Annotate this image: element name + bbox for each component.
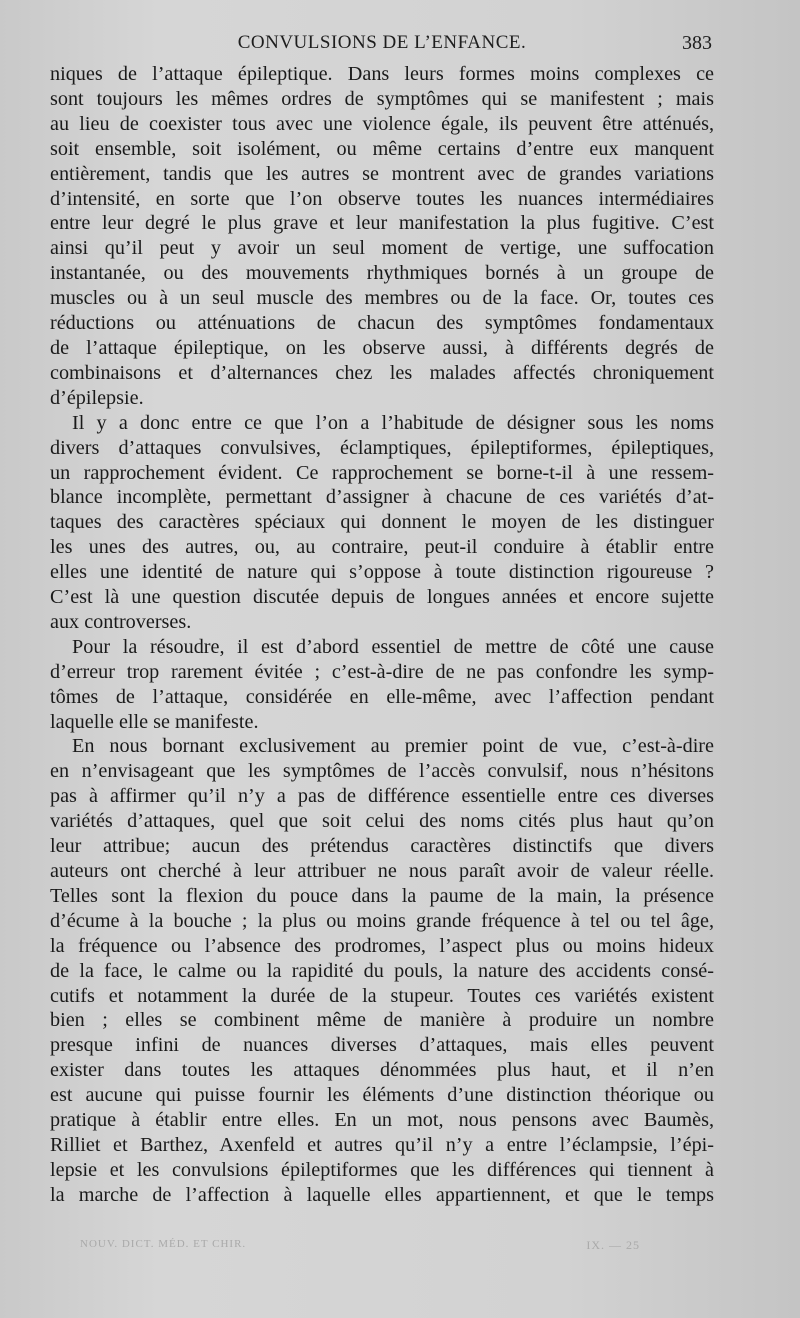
text-line: sont toujours les mêmes ordres de symptômes qui se manifestent ; mais <box>50 87 714 110</box>
text-line: d’erreur trop rarement évitée ; c’est-à-dire de ne pas confondre les symp- <box>50 660 714 683</box>
text-line: taques des caractères spéciaux qui donnent le moyen de les distinguer <box>50 511 714 534</box>
text-line: soit ensemble, soit isolément, ou même certains d’entre eux manquent <box>50 137 714 160</box>
text-line: niques de l’attaque épileptique. Dans leurs formes moins complexes ce <box>50 63 714 85</box>
text-line: aux controverses. <box>50 610 192 633</box>
text-line: Pour la résoudre, il est d’abord essentiel de mettre de côté une cause <box>72 635 714 658</box>
text-line: exister dans toutes les attaques dénommées plus haut, et il n’en <box>50 1059 714 1082</box>
text-line: En nous bornant exclusivement au premier point de vue, c’est-à-dire <box>72 735 714 758</box>
text-line: un rapprochement évident. Ce rapprochement se borne-t-il à une ressem- <box>50 461 714 484</box>
paragraph <box>50 411 714 635</box>
text-line: tômes de l’attaque, considérée en elle-même, avec l’affection pendant <box>50 685 714 708</box>
text-line: blance incomplète, permettant d’assigner à chacune de ces variétés d’at- <box>50 486 714 509</box>
text-line: d’intensité, en sorte que l’on observe toutes les nuances intermédiaires <box>50 187 714 210</box>
page-header <box>52 32 712 58</box>
text-line: bien ; elles se combinent même de manière à produire un nombre <box>50 1009 714 1032</box>
text-line: les unes des autres, ou, au contraire, peut-il conduire à établir entre <box>50 536 714 559</box>
text-line: leur attribue; aucun des prétendus caractères distinctifs que divers <box>50 835 714 858</box>
text-line: entre leur degré le plus grave et leur manifestation la plus fugitive. C’est <box>50 212 714 235</box>
text-line: laquelle elle se manifeste. <box>50 710 259 733</box>
paragraph <box>50 734 714 1207</box>
text-line: de l’attaque épileptique, on les observe aussi, à différents degrés de <box>50 336 714 359</box>
paragraph <box>50 635 714 735</box>
text-line: auteurs ont cherché à leur attribuer ne nous paraît avoir de valeur réelle. <box>50 860 714 882</box>
text-line: entièrement, tandis que les autres se montrent avec de grandes variations <box>50 162 714 185</box>
text-line: combinaisons et d’alternances chez les malades affectés chroniquement <box>50 361 714 384</box>
text-line: ainsi qu’il peut y avoir un seul moment de vertige, une suffocation <box>50 237 714 260</box>
text-line: d’épilepsie. <box>50 386 144 409</box>
text-line: est aucune qui puisse fournir les éléments d’une distinction théorique ou <box>50 1084 714 1107</box>
page-footer <box>80 1238 640 1250</box>
text-line: de la face, le calme ou la rapidité du pouls, la nature des accidents consé- <box>50 959 714 982</box>
text-line: d’écume à la bouche ; la plus ou moins grande fréquence à tel ou tel âge, <box>50 909 714 932</box>
text-line: pas à affirmer qu’il n’y a pas de différence essentielle entre ces diverses <box>50 785 714 808</box>
text-line: elles une identité de nature qui s’oppose à toute distinction rigoureuse ? <box>50 561 714 584</box>
text-line: instantanée, ou des mouvements rhythmiques bornés à un groupe de <box>50 262 714 285</box>
text-line: divers d’attaques convulsives, éclamptiques, épileptiformes, épileptiques, <box>50 436 714 459</box>
text-line: cutifs et notamment la durée de la stupeur. Toutes ces variétés existent <box>50 984 714 1007</box>
text-line: Rilliet et Barthez, Axenfeld et autres qu’il n’y a entre l’éclampsie, l’épi- <box>50 1133 714 1156</box>
text-line: muscles ou à un seul muscle des membres ou de la face. Or, toutes ces <box>50 287 714 310</box>
text-line: Telles sont la flexion du pouce dans la paume de la main, la présence <box>50 884 714 907</box>
running-title: CONVULSIONS DE L’ENFANCE. <box>237 32 527 53</box>
page-number: 383 <box>682 32 712 54</box>
text-line: réductions ou atténuations de chacun des symptômes fondamentaux <box>50 312 714 335</box>
text-line: Il y a donc entre ce que l’on a l’habitude de désigner sous les noms <box>72 411 714 434</box>
body-text <box>50 62 714 1208</box>
text-line: la marche de l’affection à laquelle elles appartiennent, et que le temps <box>50 1183 714 1206</box>
footer-imprint: NOUV. DICT. MÉD. ET CHIR. <box>80 1238 247 1250</box>
signature-mark: IX. — 25 <box>586 1238 640 1252</box>
text-line: la fréquence ou l’absence des prodromes, l’aspect plus ou moins hideux <box>50 934 714 957</box>
paragraph <box>50 62 714 411</box>
text-line: pratique à établir entre elles. En un mot, nous pensons avec Baumès, <box>50 1109 714 1132</box>
text-line: variétés d’attaques, quel que soit celui des noms cités plus haut qu’on <box>50 810 714 833</box>
text-line: C’est là une question discutée depuis de longues années et encore sujette <box>50 586 714 609</box>
text-line: en n’envisageant que les symptômes de l’accès convulsif, nous n’hésitons <box>50 760 714 783</box>
text-line: lepsie et les convulsions épileptiformes que les différences qui tiennent à <box>50 1158 714 1181</box>
text-line: presque infini de nuances diverses d’attaques, mais elles peuvent <box>50 1034 714 1057</box>
text-line: au lieu de coexister tous avec une violence égale, ils peuvent être atténués, <box>50 112 714 135</box>
